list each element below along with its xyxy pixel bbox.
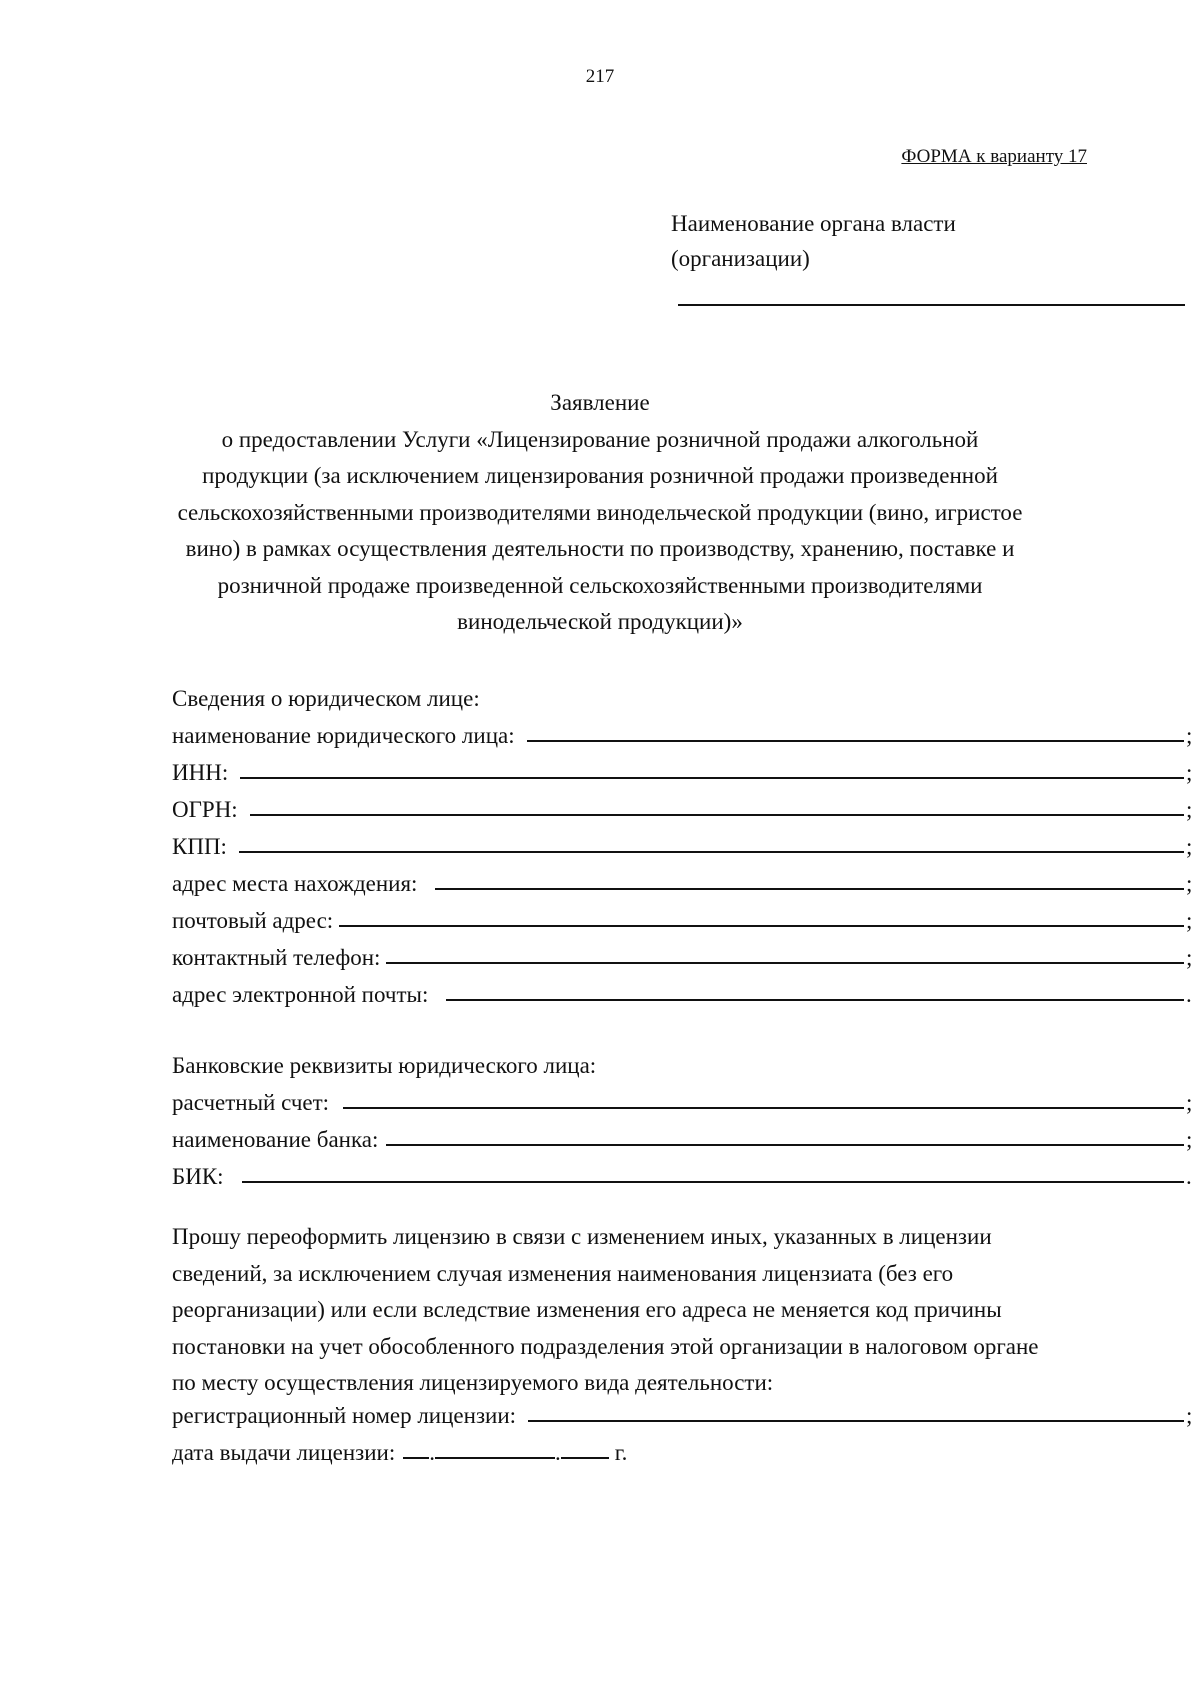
field-label: БИК:	[172, 1164, 224, 1189]
issue-year-field[interactable]	[561, 1456, 609, 1459]
authority-block	[671, 206, 956, 276]
issue-date-row	[172, 1429, 1194, 1466]
paragraph-line: реорганизации) или если вследствие изменения его адреса не меняется код причины	[172, 1297, 1002, 1322]
location-address-field[interactable]	[435, 888, 1184, 890]
field-label: регистрационный номер лицензии:	[172, 1403, 517, 1428]
ogrn-field[interactable]	[250, 814, 1184, 816]
title-line: о предоставлении Услуги «Лицензирование розничной продажи алкогольной	[221, 426, 979, 452]
title-line: розничной продаже произведенной сельскохозяйственными производителями	[217, 572, 983, 598]
bik-field[interactable]	[242, 1181, 1184, 1183]
field-end: ;	[1186, 871, 1193, 896]
phone-field[interactable]	[386, 962, 1184, 964]
date-separator: .	[429, 1440, 435, 1465]
field-end: ;	[1186, 834, 1193, 859]
field-row	[172, 1153, 1194, 1190]
field-label: почтовый адрес:	[172, 908, 334, 933]
authority-input-line[interactable]	[678, 304, 1185, 306]
field-label: расчетный счет:	[172, 1090, 330, 1115]
field-row	[172, 1392, 1194, 1429]
field-end: ;	[1186, 1127, 1193, 1152]
field-end: ;	[1186, 1403, 1193, 1428]
title-line: продукции (за исключением лицензирования розничной продажи произведенной	[202, 463, 998, 488]
title-line: винодельческой продукции)»	[457, 609, 743, 634]
page-number: 217	[585, 66, 615, 87]
field-label: дата выдачи лицензии:	[172, 1440, 396, 1465]
field-end: ;	[1186, 760, 1193, 785]
field-end: .	[1186, 982, 1192, 1007]
field-end: ;	[1186, 797, 1193, 822]
paragraph-line: сведений, за исключением случая изменения наименования лицензиата (без его	[172, 1260, 954, 1286]
legal-entity-section	[172, 675, 1194, 1008]
date-separator: .	[555, 1440, 561, 1465]
field-row	[172, 1079, 1194, 1116]
field-label: наименование юридического лица:	[172, 723, 515, 748]
field-row	[172, 712, 1194, 749]
form-reference: ФОРМА к варианту 17	[901, 146, 1087, 167]
field-row	[172, 934, 1194, 971]
bank-name-field[interactable]	[386, 1144, 1184, 1146]
request-paragraph	[172, 1219, 1038, 1402]
field-label: наименование банка:	[172, 1127, 379, 1152]
bank-heading: Банковские реквизиты юридического лица:	[172, 1053, 597, 1078]
field-row	[172, 897, 1194, 934]
field-end: ;	[1186, 945, 1193, 970]
field-end: .	[1186, 1164, 1192, 1189]
field-label: контактный телефон:	[172, 945, 381, 970]
year-suffix: г.	[614, 1440, 628, 1465]
field-label: ОГРН:	[172, 797, 238, 822]
field-row	[172, 749, 1194, 786]
title-line: сельскохозяйственными производителями винодельческой продукции (вино, игристое	[177, 499, 1023, 525]
document-title: Заявление	[550, 390, 650, 415]
paragraph-line: Прошу переоформить лицензию в связи с изменением иных, указанных в лицензии	[172, 1224, 992, 1249]
issue-month-field[interactable]	[435, 1456, 555, 1459]
kpp-field[interactable]	[239, 851, 1184, 853]
field-label: ИНН:	[172, 760, 229, 785]
field-label: адрес электронной почты:	[172, 982, 429, 1007]
issue-day-field[interactable]	[403, 1456, 429, 1459]
field-end: ;	[1186, 1090, 1193, 1115]
field-end: ;	[1186, 723, 1193, 748]
title-block	[150, 385, 1050, 641]
paragraph-line: постановки на учет обособленного подразделения этой организации в налоговом органе	[172, 1333, 1039, 1359]
authority-line-2: (организации)	[671, 246, 810, 271]
legal-entity-heading: Сведения о юридическом лице:	[172, 686, 480, 711]
bank-section	[172, 1042, 1194, 1190]
field-row	[172, 823, 1194, 860]
entity-name-field[interactable]	[527, 740, 1184, 742]
postal-address-field[interactable]	[339, 925, 1184, 927]
inn-field[interactable]	[240, 777, 1184, 779]
settlement-account-field[interactable]	[343, 1107, 1184, 1109]
title-line: вино) в рамках осуществления деятельности по производству, хранению, поставке и	[185, 536, 1015, 561]
field-label: КПП:	[172, 834, 227, 859]
field-row	[172, 1116, 1194, 1153]
authority-line-1: Наименование органа власти	[671, 211, 956, 236]
field-label: адрес места нахождения:	[172, 871, 418, 896]
paragraph-line: по месту осуществления лицензируемого вида деятельности:	[172, 1370, 774, 1395]
license-section	[172, 1392, 1194, 1466]
field-row	[172, 971, 1194, 1008]
field-row	[172, 786, 1194, 823]
license-number-field[interactable]	[528, 1420, 1184, 1422]
field-end: ;	[1186, 908, 1193, 933]
email-field[interactable]	[446, 999, 1184, 1001]
field-row	[172, 860, 1194, 897]
